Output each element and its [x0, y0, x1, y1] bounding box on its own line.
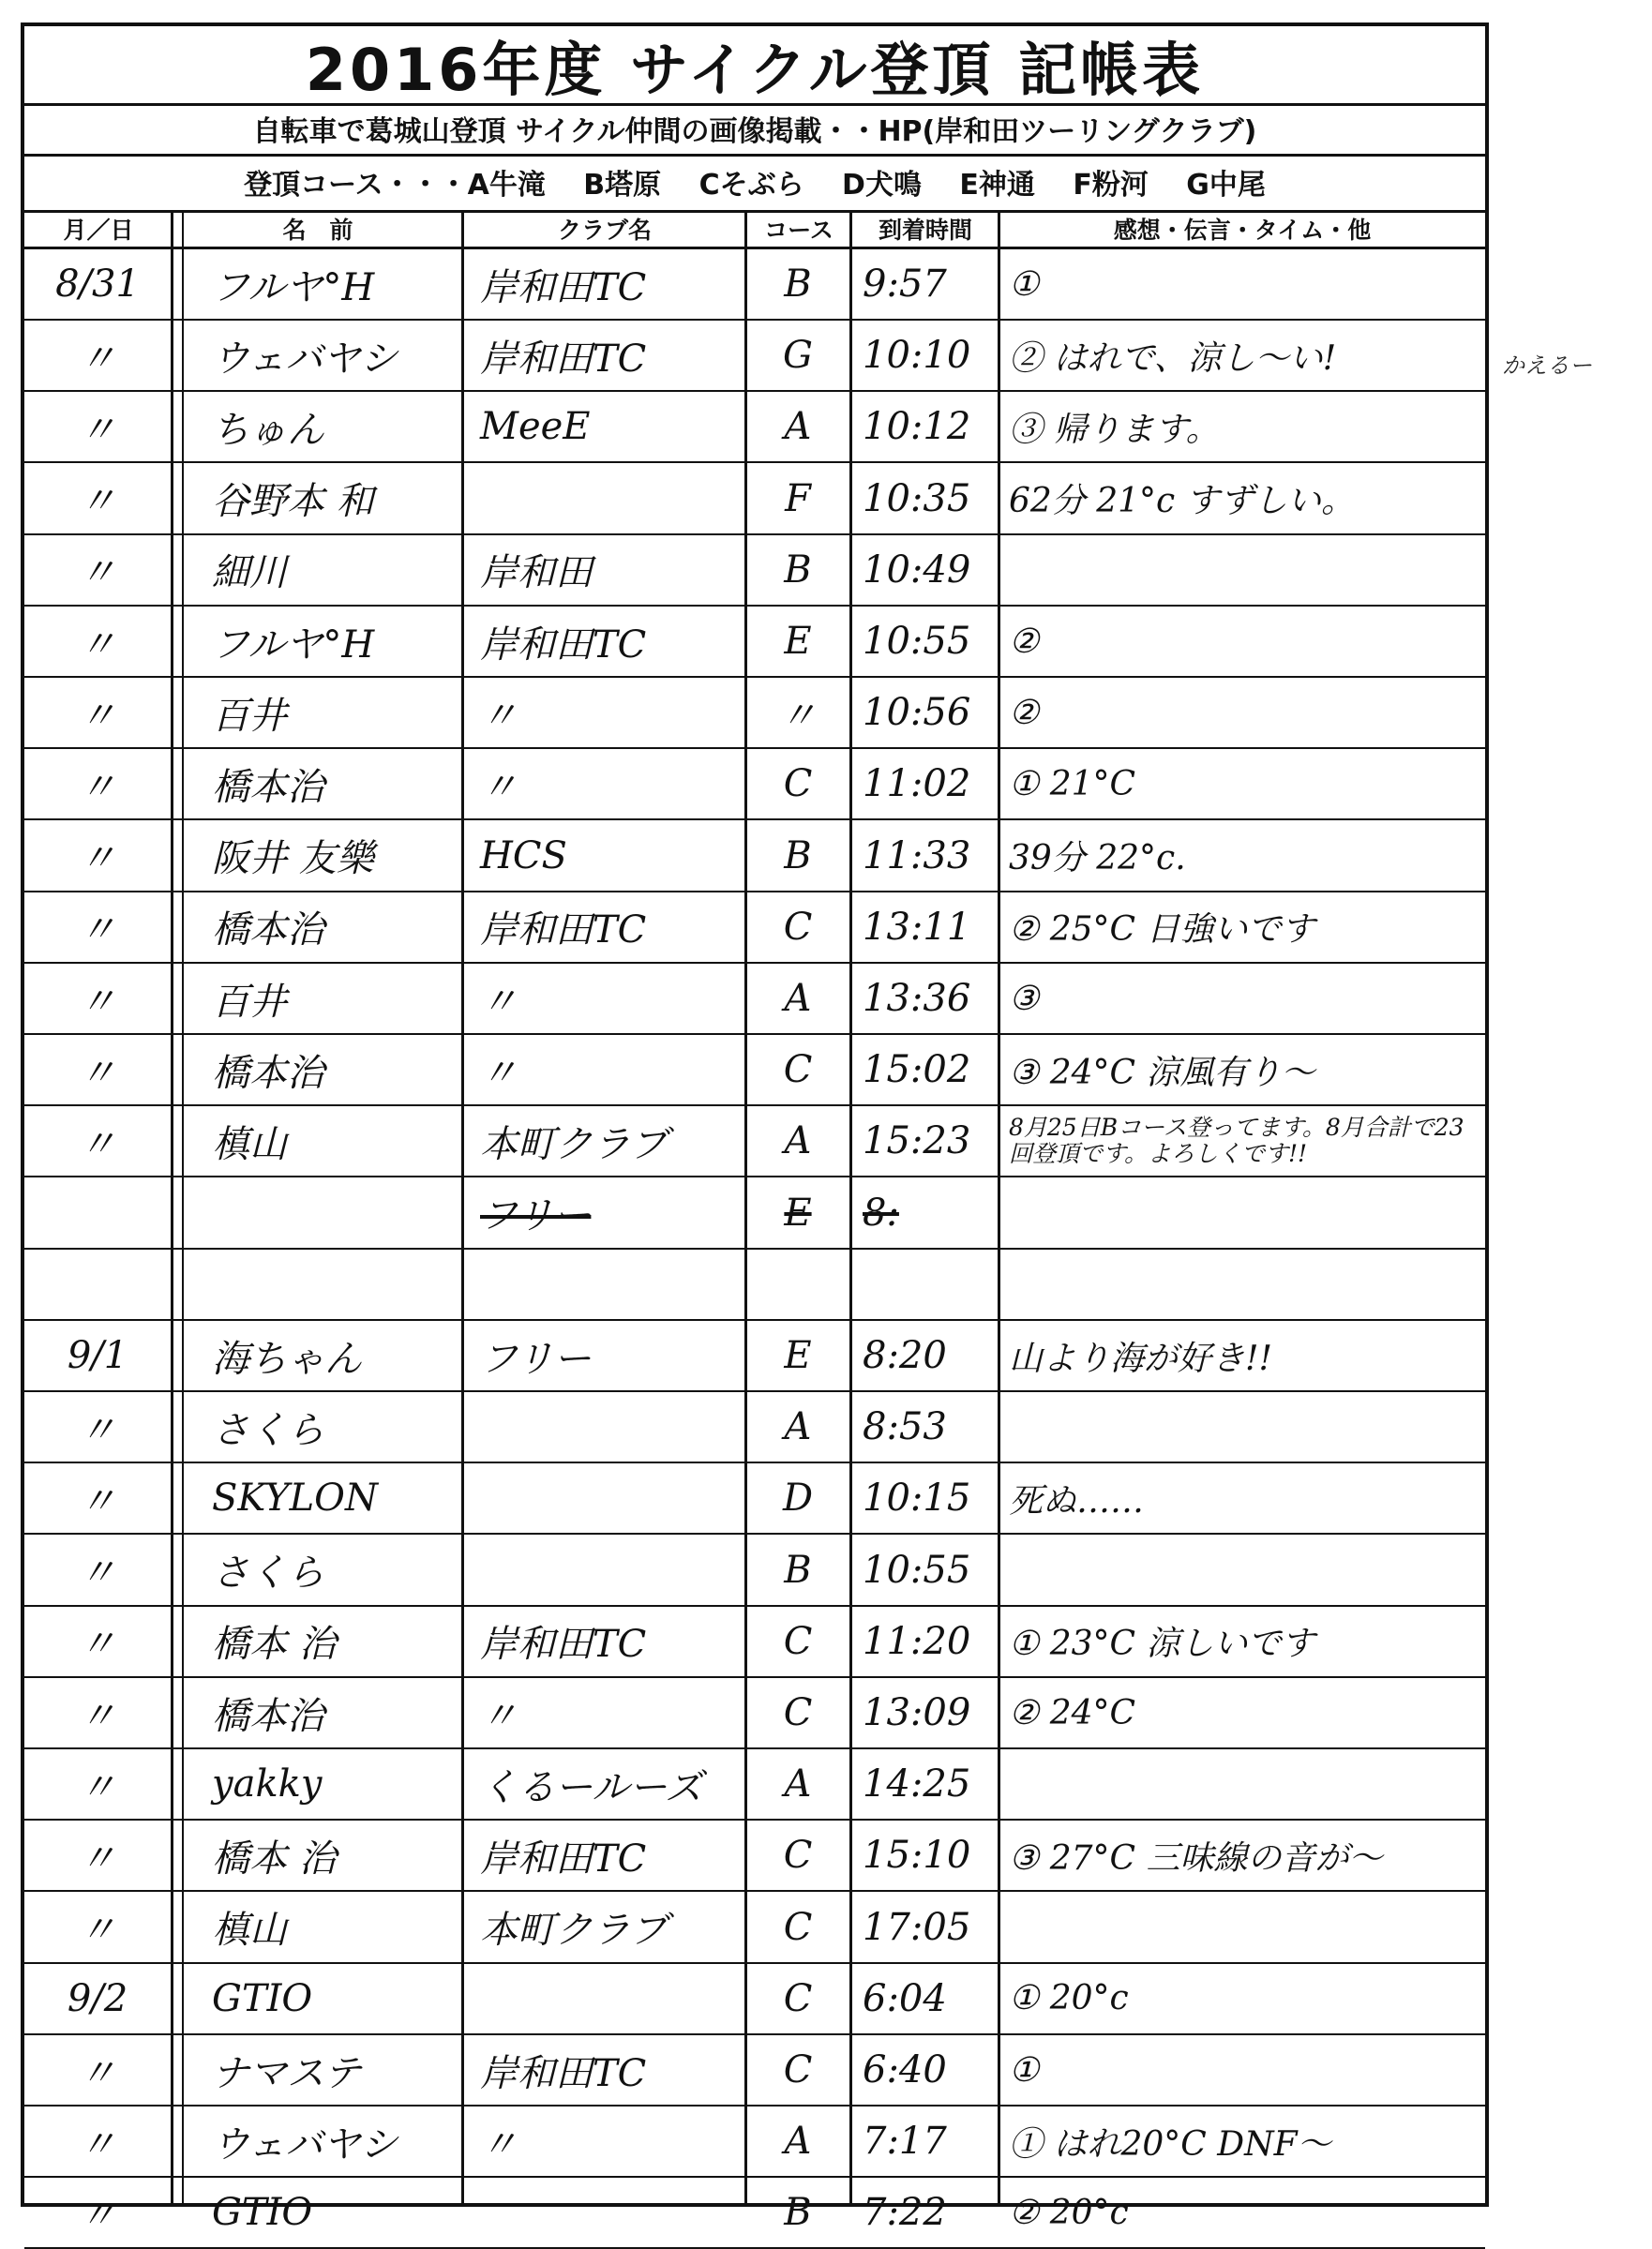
entry-club — [463, 2178, 761, 2247]
entry-course: E — [784, 1191, 812, 1235]
table-row — [24, 964, 1485, 1035]
col-header-course: コース — [746, 210, 851, 249]
entry-note — [999, 1392, 1487, 1462]
table-row — [24, 1392, 1485, 1463]
entry-course: A — [784, 405, 812, 449]
entry-club: 岸和田TC — [480, 908, 647, 952]
entry-course — [746, 1250, 849, 1319]
entry-course: B — [784, 547, 812, 592]
entry-course: E — [784, 1334, 812, 1377]
table-row — [24, 749, 1485, 820]
entry-note — [999, 1749, 1487, 1819]
entry-note: 山より海が好き!! — [1009, 1339, 1272, 1378]
entry-note: ③ — [1009, 979, 1040, 1018]
entry-club — [463, 1536, 761, 1605]
entry-time: 13:11 — [863, 905, 971, 949]
table-row — [24, 321, 1485, 392]
entry-time: 17:05 — [863, 1905, 971, 1949]
entry-time: 10:35 — [863, 476, 971, 520]
entry-name: ナマステ — [212, 2051, 362, 2095]
entry-club: MeeE — [480, 405, 591, 449]
entry-name: 槙山 — [212, 1122, 287, 1166]
entry-date: 9/1 — [67, 1334, 128, 1377]
entry-date: 〃 — [79, 1765, 116, 1809]
table-row — [24, 821, 1485, 892]
entry-name: ウェバヤシ — [212, 2122, 398, 2167]
entry-name: SKYLON — [212, 1477, 378, 1521]
entry-club: 〃 — [480, 1694, 518, 1738]
table-row — [24, 1749, 1485, 1821]
entry-date: 〃 — [79, 1051, 116, 1095]
entry-name: 阪井 友樂 — [212, 837, 374, 881]
entry-date: 〃 — [79, 337, 116, 381]
entry-club: 〃 — [480, 694, 518, 738]
entry-date: 9/2 — [67, 1976, 128, 2020]
entry-name: 橋本治 — [212, 1051, 324, 1095]
entry-course: C — [783, 1834, 813, 1878]
table-row — [24, 1607, 1485, 1678]
entry-club: 岸和田TC — [480, 337, 647, 381]
course-legend: 登頂コース・・・A牛滝 B塔原 Cそぶら D犬鳴 E神通 F粉河 G中尾 — [24, 154, 1485, 213]
entry-club: くるールーズ — [480, 1765, 703, 1809]
entry-club: 岸和田 — [480, 551, 593, 595]
entry-time: 10:15 — [863, 1477, 971, 1521]
entry-date: 〃 — [79, 2194, 116, 2238]
entry-note: ① 23°C 涼しいです — [1009, 1625, 1315, 1664]
entry-name: ちゅん — [212, 408, 324, 452]
entry-name: 橋本 治 — [212, 1623, 337, 1667]
entry-course: B — [784, 1548, 812, 1592]
entry-note: ③ 帰ります。 — [1009, 410, 1220, 449]
entry-club — [463, 1964, 761, 2033]
col-header-note: 感想・伝言・タイム・他 — [999, 210, 1485, 249]
entry-note: ① 21°C — [1009, 764, 1136, 803]
entry-course: B — [784, 262, 812, 306]
entry-time: 10:10 — [863, 334, 971, 378]
entry-course: A — [784, 1119, 812, 1163]
entry-time: 10:55 — [863, 1548, 971, 1592]
entry-course: A — [784, 2120, 812, 2164]
col-header-date: 月／日 — [24, 210, 173, 249]
entry-note — [999, 1250, 1487, 1319]
entry-note: ② — [1009, 622, 1040, 661]
entry-course: C — [783, 1048, 813, 1092]
entry-date: 〃 — [79, 1837, 116, 1881]
entry-date: 〃 — [79, 1909, 116, 1953]
table-row — [24, 1250, 1485, 1321]
entry-course: C — [783, 1691, 813, 1734]
entry-club: 〃 — [480, 980, 518, 1024]
entry-name: yakky — [212, 1762, 323, 1807]
table-row — [24, 392, 1485, 463]
col-header-time: 到着時間 — [851, 210, 999, 249]
entry-date: 〃 — [79, 480, 116, 524]
entry-club: 岸和田TC — [480, 1623, 647, 1667]
entry-course: A — [784, 1405, 812, 1449]
entry-name: フルヤ°H — [212, 265, 375, 309]
entry-time: 6:04 — [863, 1976, 947, 2020]
entry-name: 海ちゃん — [212, 1337, 362, 1381]
entry-time: 10:12 — [863, 405, 971, 449]
entry-date: 8/31 — [55, 262, 140, 306]
entry-course: G — [783, 334, 813, 378]
entry-club: 本町クラブ — [480, 1909, 668, 1953]
entry-date: 〃 — [79, 1479, 116, 1523]
table-row — [24, 1678, 1485, 1749]
entry-note: ③ 24°C 涼風有り〜 — [1009, 1053, 1315, 1092]
entry-note: ② 20°c — [1009, 2193, 1129, 2232]
entry-club: 〃 — [480, 1051, 518, 1095]
entry-club: フリー — [480, 1194, 592, 1238]
entry-time: 6:40 — [863, 2048, 947, 2092]
entry-time: 15:10 — [863, 1834, 971, 1878]
entry-name: 百井 — [212, 980, 287, 1024]
entry-club: 岸和田TC — [480, 2051, 647, 2095]
entry-date: 〃 — [79, 837, 116, 881]
entry-club: 岸和田TC — [480, 622, 647, 667]
entry-course: D — [782, 1477, 814, 1521]
entry-date: 〃 — [79, 1408, 116, 1452]
entry-date: 〃 — [79, 1122, 116, 1166]
entry-club: 〃 — [480, 765, 518, 809]
table-row — [24, 249, 1485, 321]
entry-time — [853, 1250, 1003, 1319]
entry-course: B — [784, 833, 812, 877]
table-row — [24, 607, 1485, 678]
entry-note: ① 20°c — [1009, 1979, 1129, 2018]
entry-club — [463, 1250, 761, 1319]
table-row — [24, 1321, 1485, 1392]
entry-club: 本町クラブ — [480, 1122, 668, 1166]
entry-time: 13:36 — [863, 977, 971, 1020]
entry-time: 11:20 — [863, 1619, 971, 1663]
entry-note: ② はれで、涼し〜い! — [1009, 338, 1337, 378]
entry-date: 〃 — [79, 765, 116, 809]
entry-name: GTIO — [212, 2191, 313, 2235]
entry-note: 死ぬ…… — [1009, 1481, 1145, 1521]
entry-time: 14:25 — [863, 1762, 971, 1807]
table-row — [24, 2107, 1485, 2178]
entry-time: 10:55 — [863, 620, 971, 663]
logbook-sheet — [21, 22, 1489, 2238]
entry-date: 〃 — [79, 551, 116, 595]
entry-name: 細川 — [212, 551, 287, 595]
page-title: 2016年度 サイクル登頂 記帳表 — [24, 26, 1485, 106]
entry-course: A — [784, 1762, 812, 1807]
table-row — [24, 892, 1485, 964]
entry-note: 8月25日Bコース登ってます。8月合計で23回登頂です。よろしくです!! — [1009, 1114, 1464, 1168]
table-row — [24, 1821, 1485, 1892]
entry-name: さくら — [212, 1552, 324, 1596]
entry-name: 百井 — [212, 694, 287, 738]
entry-date: 〃 — [79, 1623, 116, 1667]
entry-course: C — [783, 1619, 813, 1663]
entry-name — [186, 1178, 474, 1248]
entry-note: ② 24°C — [1009, 1693, 1136, 1732]
entry-name: 谷野本 和 — [212, 480, 374, 524]
margin-note: かえるー — [1502, 352, 1592, 379]
table-row — [24, 535, 1485, 607]
entry-club — [463, 1392, 761, 1462]
col-header-club: クラブ名 — [463, 210, 746, 249]
table-row — [24, 1178, 1485, 1250]
entry-name — [186, 1250, 474, 1319]
table-row — [24, 1536, 1485, 1607]
entry-note — [999, 1893, 1487, 1962]
entry-date: 〃 — [79, 1694, 116, 1738]
entry-course: C — [783, 2048, 813, 2092]
table-row — [24, 1106, 1485, 1177]
entry-club: HCS — [480, 833, 567, 877]
entry-note: ① — [1009, 2050, 1040, 2090]
entry-course: C — [783, 905, 813, 949]
entry-club: 〃 — [480, 2122, 518, 2167]
entry-course: B — [784, 2191, 812, 2235]
entry-name: 橋本治 — [212, 1694, 324, 1738]
table-row — [24, 678, 1485, 749]
entry-note — [999, 1178, 1487, 1248]
entry-time: 8:53 — [863, 1405, 947, 1449]
table-row — [24, 1893, 1485, 1964]
entry-date: 〃 — [79, 908, 116, 952]
entry-note — [999, 1536, 1487, 1605]
entry-time: 8: — [863, 1191, 899, 1235]
entry-name: 槙山 — [212, 1909, 287, 1953]
table-row — [24, 1964, 1485, 2035]
entry-course: F — [785, 476, 811, 520]
entry-date: 〃 — [79, 622, 116, 667]
entry-name: GTIO — [212, 1976, 313, 2020]
entry-note: ① はれ20°C DNF〜 — [1009, 2124, 1331, 2164]
entry-time: 8:20 — [863, 1334, 947, 1377]
entry-time: 10:56 — [863, 691, 971, 735]
entry-time: 9:57 — [863, 262, 947, 306]
entry-club: 岸和田TC — [480, 1837, 647, 1881]
entry-note: 62分 21°c すずしい。 — [1009, 482, 1356, 521]
entry-date: 〃 — [79, 408, 116, 452]
entry-club — [463, 1463, 761, 1533]
entry-time: 15:02 — [863, 1048, 971, 1092]
entry-time: 11:02 — [863, 762, 971, 806]
entry-club — [463, 464, 761, 533]
entry-date: 〃 — [79, 980, 116, 1024]
entry-note: ② — [1009, 693, 1040, 732]
entry-time: 11:33 — [863, 833, 971, 877]
entry-course: 〃 — [779, 694, 817, 738]
table-row — [24, 464, 1485, 535]
entry-name: 橋本治 — [212, 908, 324, 952]
page-subtitle: 自転車で葛城山登頂 サイクル仲間の画像掲載・・HP(岸和田ツーリングクラブ) — [24, 103, 1485, 157]
entry-time: 7:22 — [863, 2191, 947, 2235]
entry-name: 橋本治 — [212, 765, 324, 809]
table-row — [24, 2035, 1485, 2107]
entry-date: 〃 — [79, 2051, 116, 2095]
entry-date: 〃 — [79, 2122, 116, 2167]
entry-note: ③ 27°C 三味線の音が〜 — [1009, 1838, 1383, 1878]
entry-course: C — [783, 1976, 813, 2020]
entry-club: フリー — [480, 1337, 592, 1381]
col-header-name: 名 前 — [173, 210, 463, 249]
entry-name: フルヤ°H — [212, 622, 375, 667]
entry-time: 15:23 — [863, 1119, 971, 1163]
table-row — [24, 1035, 1485, 1106]
entry-course: E — [784, 620, 812, 663]
entry-date: 〃 — [79, 1552, 116, 1596]
entry-date — [32, 1178, 163, 1248]
entry-time: 10:49 — [863, 547, 971, 592]
table-row — [24, 2178, 1485, 2249]
entry-name: ウェバヤシ — [212, 337, 398, 381]
entry-date: 〃 — [79, 694, 116, 738]
entry-club: 岸和田TC — [480, 265, 647, 309]
entry-course: C — [783, 1905, 813, 1949]
entry-time: 7:17 — [863, 2120, 947, 2164]
entry-course: A — [784, 977, 812, 1020]
table-row — [24, 1463, 1485, 1535]
entry-time: 13:09 — [863, 1691, 971, 1734]
entry-name: さくら — [212, 1408, 324, 1452]
entry-name: 橋本 治 — [212, 1837, 337, 1881]
entry-note — [999, 535, 1487, 605]
entry-note: ① — [1009, 264, 1040, 304]
entry-note: 39分 22°c. — [1009, 839, 1186, 878]
entry-note: ② 25°C 日強いです — [1009, 910, 1315, 950]
entry-course: C — [783, 762, 813, 806]
entry-date — [32, 1250, 163, 1319]
